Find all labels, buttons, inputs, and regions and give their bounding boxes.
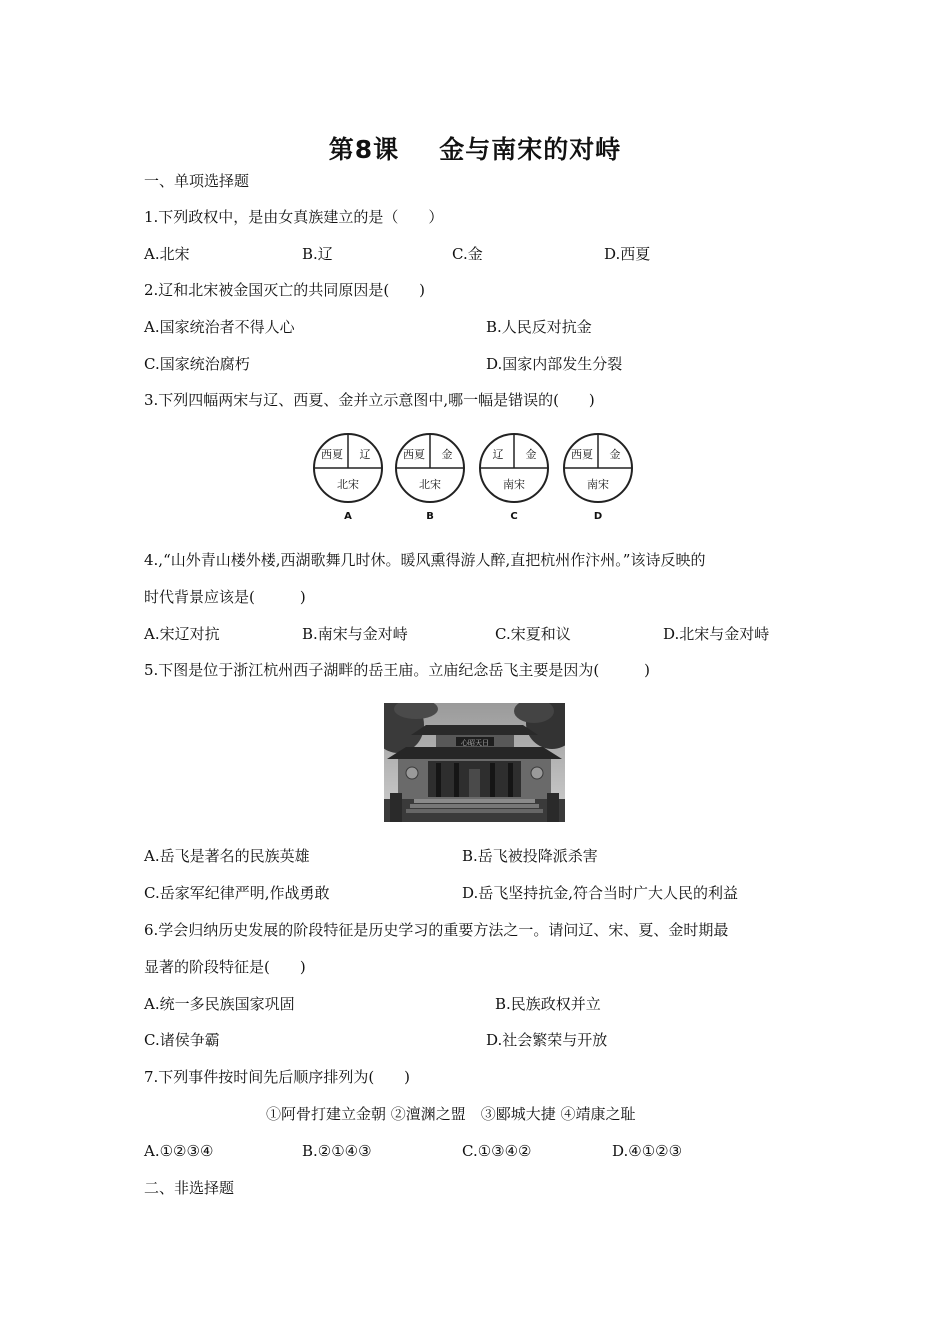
lesson-number: 第8课 (328, 135, 400, 164)
question-4-option-d: D.北宋与金对峙 (663, 625, 770, 643)
question-7-events: ①阿骨打建立金朝 ②澶渊之盟 ③郾城大捷 ④靖康之耻 (266, 1105, 636, 1123)
circle-c-right-label: 金 (525, 448, 537, 461)
circle-b-right-label: 金 (441, 448, 453, 461)
question-5-option-a: A.岳飞是著名的民族英雄 (144, 847, 310, 865)
question-1-stem: 1.下列政权中，是由女真族建立的是（ ） (144, 208, 444, 226)
circle-c-left-label: 辽 (492, 448, 504, 461)
question-1-option-a: A.北宋 (144, 245, 190, 263)
question-6-option-d: D.社会繁荣与开放 (486, 1031, 608, 1049)
circle-c-letter: C (510, 511, 518, 522)
circle-diagram-d (564, 434, 632, 522)
circle-b-left-label: 西夏 (403, 448, 425, 461)
circle-d-right-label: 金 (609, 448, 621, 461)
question-1-option-d: D.西夏 (604, 245, 651, 263)
circle-b-letter: B (426, 511, 434, 522)
question-1-option-b: B.辽 (302, 245, 333, 263)
question-7-option-b: B.②①④③ (302, 1142, 372, 1160)
page-title (0, 130, 950, 166)
question-6-stem-line-2: 显著的阶段特征是( ) (144, 958, 306, 976)
circle-d-letter: D (593, 511, 603, 522)
question-6-option-b: B.民族政权并立 (495, 995, 601, 1013)
question-4-option-b: B.南宋与金对峙 (302, 625, 408, 643)
question-3-stem: 3.下列四幅两宋与辽、西夏、金并立示意图中,哪一幅是错误的( ) (144, 391, 595, 409)
question-5-stem: 5.下图是位于浙江杭州西子湖畔的岳王庙。立庙纪念岳飞主要是因为( ) (144, 661, 651, 679)
regime-circles-diagram (312, 430, 642, 525)
yue-temple-photo (384, 703, 565, 822)
question-5-option-c: C.岳家军纪律严明,作战勇敢 (144, 884, 330, 902)
question-7-option-d: D.④①②③ (612, 1142, 683, 1160)
question-2-option-d: D.国家内部发生分裂 (486, 355, 623, 373)
question-7-stem: 7.下列事件按时间先后顺序排列为( ) (144, 1068, 411, 1086)
question-1-option-c: C.金 (452, 245, 483, 263)
section-heading-non-choice: 二、非选择题 (144, 1179, 235, 1197)
question-2-option-b: B.人民反对抗金 (486, 318, 592, 336)
question-6-stem-line-1: 6.学会归纳历史发展的阶段特征是历史学习的重要方法之一。请问辽、宋、夏、金时期最 (144, 921, 729, 939)
question-4-stem-line-2: 时代背景应该是( ) (144, 588, 306, 606)
question-4-option-c: C.宋夏和议 (495, 625, 571, 643)
circle-diagram-b (396, 434, 464, 522)
question-7-option-a: A.①②③④ (144, 1142, 214, 1160)
question-2-option-a: A.国家统治者不得人心 (144, 318, 295, 336)
section-heading-choice: 一、单项选择题 (144, 172, 250, 190)
circle-c-bottom-label: 南宋 (503, 478, 525, 491)
question-6-option-c: C.诸侯争霸 (144, 1031, 220, 1049)
question-5-option-d: D.岳飞坚持抗金,符合当时广大人民的利益 (462, 884, 739, 902)
circle-a-left-label: 西夏 (321, 448, 343, 461)
circle-a-bottom-label: 北宋 (337, 478, 359, 491)
question-2-stem: 2.辽和北宋被金国灭亡的共同原因是( ) (144, 281, 426, 299)
question-4-option-a: A.宋辽对抗 (144, 625, 220, 643)
circle-a-letter: A (344, 511, 352, 522)
question-4-stem-line-1: 4.,“山外青山楼外楼,西湖歌舞几时休。暖风熏得游人醉,直把杭州作汴州。”该诗反映的 (144, 551, 706, 569)
circle-diagram-c (480, 434, 548, 522)
circle-a-right-label: 辽 (359, 448, 371, 461)
circle-d-bottom-label: 南宋 (587, 478, 609, 491)
question-6-option-a: A.统一多民族国家巩固 (144, 995, 295, 1013)
circle-d-left-label: 西夏 (571, 448, 593, 461)
temple-plaque-text: 心昭天日 (461, 739, 489, 747)
question-5-option-b: B.岳飞被投降派杀害 (462, 847, 598, 865)
question-2-option-c: C.国家统治腐朽 (144, 355, 250, 373)
circle-b-bottom-label: 北宋 (419, 478, 441, 491)
circle-diagram-a (314, 434, 382, 522)
lesson-name: 金与南宋的对峙 (439, 135, 622, 164)
question-7-option-c: C.①③④② (462, 1142, 532, 1160)
